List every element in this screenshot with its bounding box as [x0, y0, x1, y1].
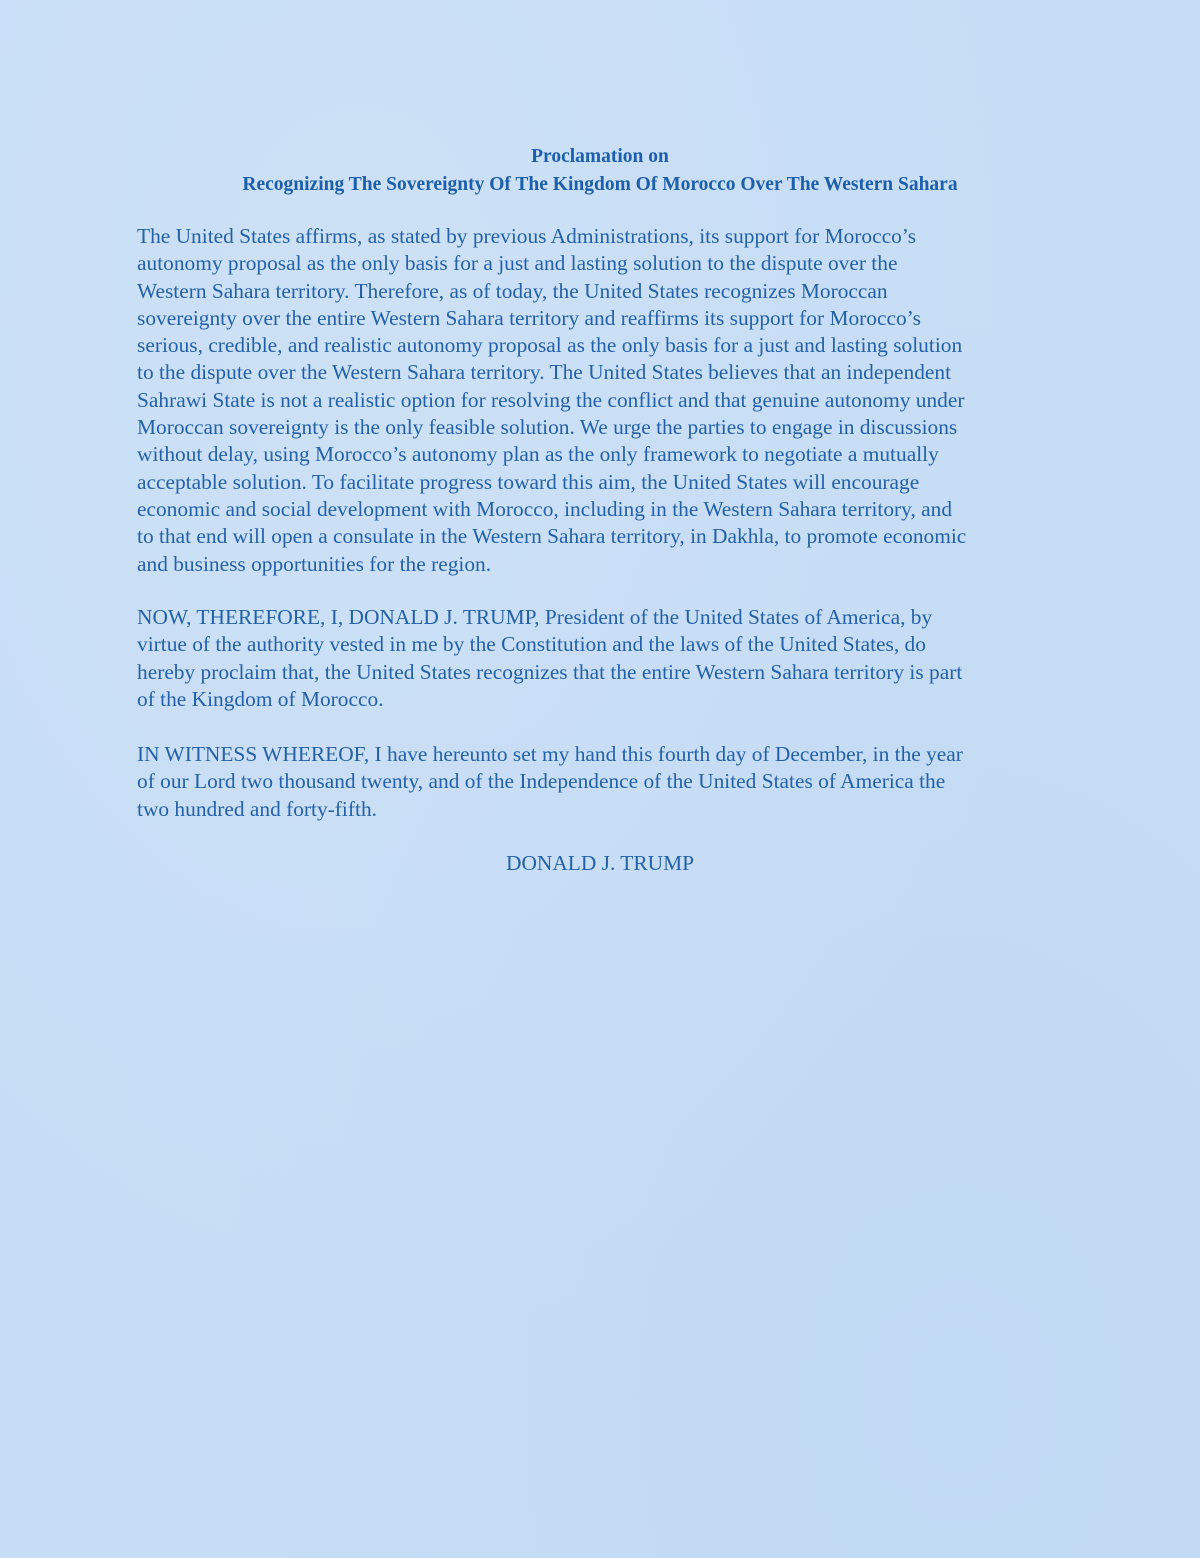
- text-line: NOW, THEREFORE, I, DONALD J. TRUMP, President of the United States of America, by: [137, 605, 933, 629]
- paragraph-witness: [137, 741, 1072, 823]
- text-line: two hundred and forty-fifth.: [137, 796, 377, 821]
- text-line: Sahrawi State is not a realistic option for resolving the conflict and that genuine autonomy under: [137, 387, 965, 412]
- text-line: of the Kingdom of Morocco.: [137, 686, 384, 711]
- text-line: virtue of the authority vested in me by the Constitution and the laws of the United States, do: [137, 632, 926, 657]
- text-line: The United States affirms, as stated by previous Administrations, its support for Morocco’s: [137, 224, 917, 248]
- text-line: serious, credible, and realistic autonomy proposal as the only basis for a just and lasting solution: [137, 333, 963, 358]
- document-heading: [0, 143, 1200, 199]
- text-line: to that end will open a consulate in the Western Sahara territory, in Dakhla, to promote economic: [137, 524, 967, 549]
- text-line: hereby proclaim that, the United States recognizes that the entire Western Sahara territory is part: [137, 659, 963, 684]
- text-line: autonomy proposal as the only basis for a just and lasting solution to the dispute over the: [137, 251, 898, 276]
- text-line: and business opportunities for the region.: [137, 551, 492, 576]
- text-line: Western Sahara territory. Therefore, as of today, the United States recognizes Moroccan: [137, 278, 888, 303]
- text-line: without delay, using Morocco’s autonomy plan as the only framework to negotiate a mutually: [137, 442, 939, 467]
- paragraph-statement: [137, 223, 1072, 578]
- text-line: of our Lord two thousand twenty, and of the Independence of the United States of America the: [137, 769, 946, 794]
- signature-name: DONALD J. TRUMP: [506, 851, 694, 875]
- text-line: to the dispute over the Western Sahara territory. The United States believes that an independent: [137, 360, 952, 385]
- paragraph-proclamation: [137, 604, 1072, 713]
- title-line-1: Proclamation on: [531, 146, 669, 167]
- text-line: IN WITNESS WHEREOF, I have hereunto set my hand this fourth day of December, in the year: [137, 742, 963, 766]
- text-line: economic and social development with Morocco, including in the Western Sahara territory, and: [137, 496, 953, 521]
- text-line: acceptable solution. To facilitate progress toward this aim, the United States will encourage: [137, 469, 920, 494]
- title-line-2: Recognizing The Sovereignty Of The Kingdom Of Morocco Over The Western Sahara: [242, 174, 958, 195]
- text-line: sovereignty over the entire Western Sahara territory and reaffirms its support for Morocco’s: [137, 305, 921, 330]
- text-line: Moroccan sovereignty is the only feasible solution. We urge the parties to engage in discussions: [137, 415, 958, 440]
